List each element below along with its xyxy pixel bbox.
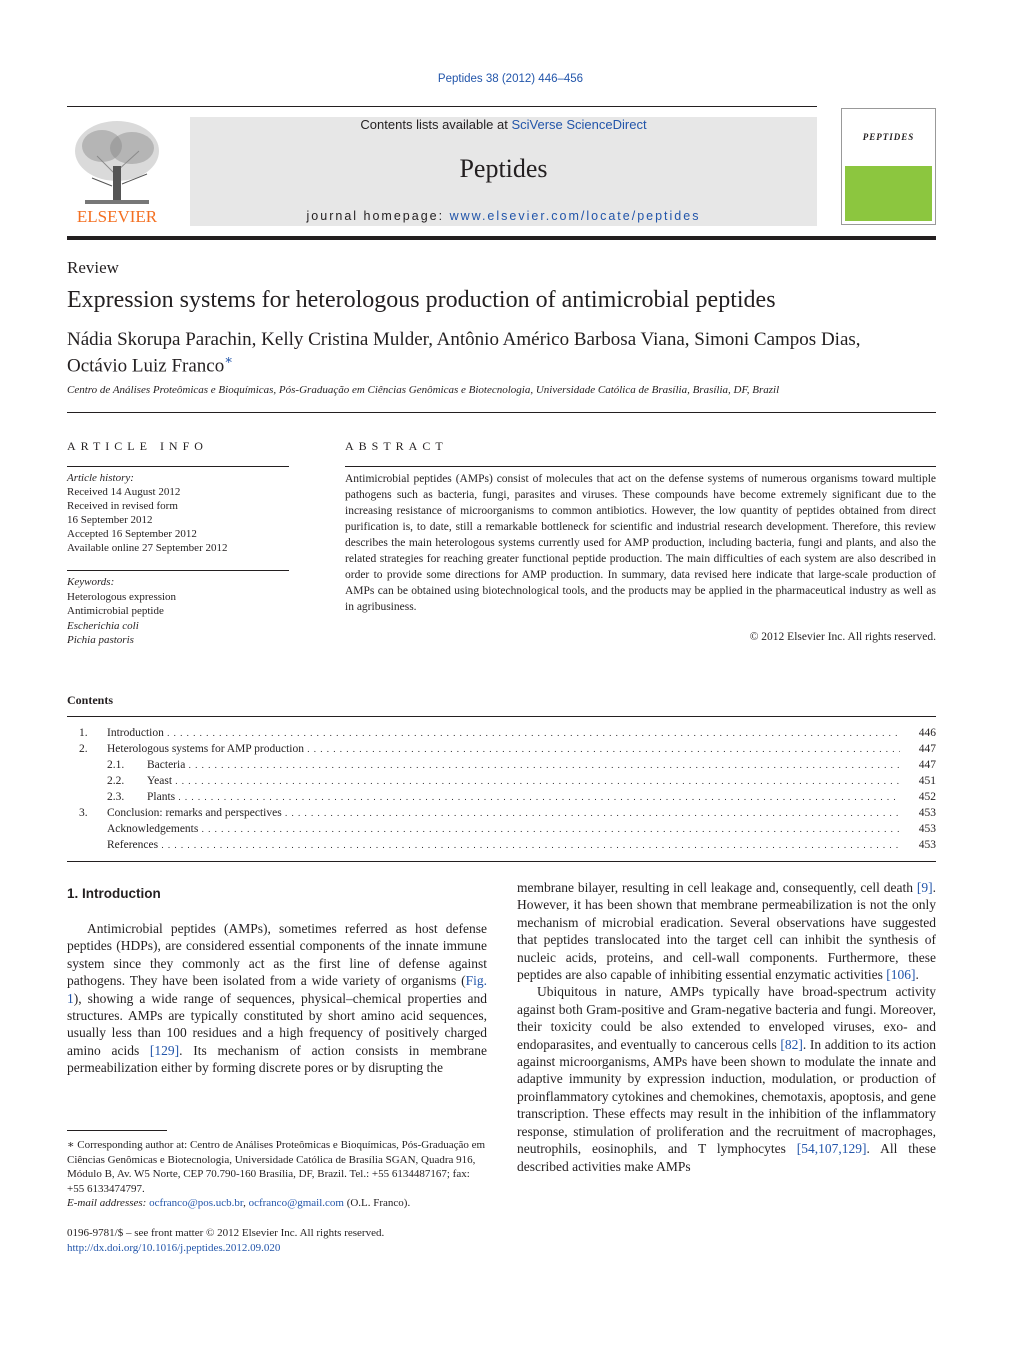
- homepage-prefix: journal homepage:: [306, 209, 450, 223]
- toc-row[interactable]: [67, 773, 936, 789]
- toc-title-link[interactable]: Heterologous systems for AMP production . . .: [107, 741, 900, 757]
- cover-green-block: [845, 166, 932, 221]
- paragraph-text: ), showing a wide range of sequences, physical–chemical properties and structures. AMPs are typically constituted by short amino acid sequences, usually less than 100 residues and a high frequency of positively charged amino acids: [67, 990, 487, 1058]
- corresponding-author-mark[interactable]: ∗: [224, 352, 234, 367]
- abstract-rule: [345, 466, 936, 467]
- toc-number: 2.1.: [107, 759, 125, 771]
- keywords-rule: [67, 570, 289, 571]
- paragraph-text: . However, it has been shown that membrane permeabilization is not the only mechanism of microbial eradication. Several observations have suggested that peptides translocated into the target cell can inhibit the synthesis of nucleic acids, proteins, and cell-wall components. Furthermore, these peptides are also capable of inhibiting essential enzymatic activities: [517, 880, 936, 983]
- paragraph-text: .: [915, 967, 919, 983]
- keyword: Pichia pastoris: [67, 634, 134, 646]
- authors-line-2: [67, 352, 233, 377]
- toc-number: 2.3.: [107, 791, 125, 803]
- journal-cover[interactable]: [841, 108, 936, 225]
- toc-title-link[interactable]: Conclusion: remarks and perspectives . . .: [107, 805, 900, 821]
- paragraph-text: membrane bilayer, resulting in cell leakage and, consequently, cell death: [517, 880, 917, 895]
- paragraph-text: . All these described activities make AMPs: [517, 1141, 936, 1174]
- email-owner: (O.L. Franco).: [343, 1197, 411, 1209]
- contents-bottom-rule: [67, 861, 936, 862]
- paragraph: [517, 983, 936, 1174]
- toc-page-number: 447: [918, 759, 936, 771]
- keywords-label: Keywords:: [67, 576, 115, 588]
- article-info-rule: [67, 466, 289, 467]
- toc-title-link[interactable]: Introduction . . .: [107, 725, 900, 741]
- toc-row[interactable]: [67, 837, 936, 853]
- issn-block: [67, 1226, 384, 1256]
- affiliation: Centro de Análises Proteômicas e Bioquímicas, Pós-Graduação em Ciências Genômicas e Biotecnologia, Universidade Católica de Brasília, Brasília, DF, Brazil: [67, 384, 780, 396]
- article-info-heading: ARTICLE INFO: [67, 439, 208, 453]
- toc-title-link[interactable]: Yeast . . .: [147, 773, 900, 789]
- email-label: E-mail addresses:: [67, 1197, 150, 1209]
- contents-prefix: Contents lists available at: [360, 117, 512, 132]
- corresponding-author-footnote: [67, 1138, 487, 1211]
- history-item: Available online 27 September 2012: [67, 542, 228, 554]
- toc-page-number: 451: [918, 775, 936, 787]
- publisher-wordmark: ELSEVIER: [76, 207, 158, 226]
- email-link[interactable]: ocfranco@pos.ucb.br: [149, 1197, 244, 1209]
- table-of-contents: [67, 725, 936, 853]
- history-item: 16 September 2012: [67, 514, 153, 526]
- header-rule: [67, 106, 817, 107]
- section-heading-introduction: 1. Introduction: [67, 886, 161, 901]
- toc-row[interactable]: [67, 757, 936, 773]
- citation-link[interactable]: [106]: [886, 967, 916, 983]
- toc-number: 1.: [79, 727, 88, 739]
- toc-row[interactable]: [67, 725, 936, 741]
- header-thick-rule: [67, 236, 936, 240]
- toc-page-number: 453: [918, 839, 936, 851]
- abstract-heading: ABSTRACT: [345, 439, 448, 453]
- citation-link[interactable]: [82]: [780, 1036, 803, 1052]
- article-title: Expression systems for heterologous production of antimicrobial peptides: [67, 287, 776, 313]
- footnote-mark: ∗: [67, 1139, 75, 1151]
- history-item: Accepted 16 September 2012: [67, 528, 197, 540]
- contents-availability: [190, 117, 817, 132]
- figure-link[interactable]: Fig. 1: [67, 973, 487, 1006]
- keywords: [67, 575, 176, 648]
- toc-page-number: 452: [918, 791, 936, 803]
- contents-heading: Contents: [67, 693, 114, 707]
- corresponding-author: Octávio Luiz Franco: [67, 355, 225, 377]
- journal-citation[interactable]: Peptides 38 (2012) 446–456: [437, 73, 584, 85]
- abstract-copyright: © 2012 Elsevier Inc. All rights reserved.: [749, 631, 936, 643]
- paragraph-text: . In addition to its action against microorganisms, AMPs have been shown to modulate the innate and adaptive immunity by expression induction, modulation, or production of proinflammatory cytokines and chemokines, chemotaxis, apoptosis, and gene transcription. These effects may result in the inhibition of the inflammatory response, stimulation of proliferation and the recruitment of macrophages, neutrophils, eosinophils, and T lymphocytes: [517, 1036, 937, 1157]
- toc-page-number: 453: [918, 807, 936, 819]
- article-head-rule: [67, 412, 936, 413]
- toc-row[interactable]: [67, 805, 936, 821]
- journal-homepage: [190, 209, 817, 223]
- paragraph: [517, 879, 936, 983]
- footnote-text: Corresponding author at: Centro de Análises Proteômicas e Bioquímicas, Pós-Graduação em Ciências Genômicas e Biotecnologia, Universidade Católica de Brasília SGAN, Quadra 916, Módulo B, Av. W5 Norte, CEP 70.790-160 Brasília, DF, Brazil. Tel.: +55 6134487167; fax: +55 6133474797.: [67, 1139, 486, 1195]
- authors-line-1: Nádia Skorupa Parachin, Kelly Cristina Mulder, Antônio Américo Barbosa Viana, Simoni Campos Dias,: [67, 329, 861, 350]
- toc-number: 2.2.: [107, 775, 125, 787]
- body-column-right: [517, 879, 936, 1175]
- toc-row[interactable]: [67, 741, 936, 757]
- paragraph-text: Antimicrobial peptides (AMPs), sometimes referred as host defense peptides (HDPs), are considered essential components of the innate immune system since they commonly act as the first line of defense against pathogens. They have been isolated from a wide variety of organisms (: [67, 921, 487, 989]
- article-type: Review: [67, 258, 119, 277]
- history-label: Article history:: [67, 472, 134, 484]
- keyword: Heterologous expression: [67, 590, 177, 603]
- paragraph-text: Ubiquitous in nature, AMPs typically have broad-spectrum activity against both Gram-positive and Gram-negative bacteria and fungi. Moreover, their toxicity could be also extended to enveloped viruses, exo- and endoparasites, and eventually to cancerous cells: [517, 984, 936, 1052]
- toc-title-link[interactable]: References . . .: [107, 837, 900, 853]
- keyword: Antimicrobial peptide: [67, 605, 164, 617]
- citation-link[interactable]: [9]: [916, 880, 933, 895]
- keyword: Escherichia coli: [67, 619, 139, 632]
- citation-link[interactable]: [54,107,129]: [796, 1141, 867, 1157]
- toc-page-number: 447: [918, 743, 936, 755]
- issn-line: 0196-9781/$ – see front matter © 2012 Elsevier Inc. All rights reserved.: [67, 1227, 385, 1239]
- toc-title-link[interactable]: Acknowledgements . . .: [107, 821, 900, 837]
- toc-page-number: 453: [918, 823, 936, 835]
- history-item: Received in revised form: [67, 500, 178, 512]
- toc-row[interactable]: [67, 821, 936, 837]
- abstract-text: Antimicrobial peptides (AMPs) consist of molecules that act on the defense systems of numerous organisms toward multiple pathogens such as bacteria, fungi, parasites and viruses. These compounds have become extremely significant due to the increasing resistance of microorganisms to common antibiotics. However, the low quantity of peptides obtained from direct purification is, to date, still a remarkable bottleneck for scientific and industrial research development. Therefore, this review describes the main heterologous systems currently used for AMP production, including bacteria, fungi and plants, and also the related strategies for reaching greater functional peptide production. The main difficulties of each system are also described in order to provide some directions for AMP production. In summary, data revised here indicate that large-scale production of AMPs can be obtained using biotechnological tools, and the products may be applied in the pharmaceutical industry as well as in agribusiness.: [345, 473, 936, 613]
- toc-number: 2.: [79, 743, 88, 755]
- toc-title-link[interactable]: Bacteria . . .: [147, 757, 900, 773]
- toc-title-link[interactable]: Plants . . .: [147, 789, 900, 805]
- body-column-left: [67, 920, 487, 1077]
- email-link[interactable]: ocfranco@gmail.com: [248, 1197, 344, 1209]
- homepage-link[interactable]: www.elsevier.com/locate/peptides: [449, 209, 701, 223]
- toc-number: 3.: [79, 807, 88, 819]
- journal-name: Peptides: [459, 154, 548, 183]
- contents-top-rule: [67, 716, 936, 717]
- sciencedirect-link[interactable]: SciVerse ScienceDirect: [511, 117, 647, 132]
- citation-link[interactable]: [129]: [149, 1042, 180, 1058]
- email-separator: ,: [243, 1197, 249, 1209]
- toc-page-number: 446: [918, 727, 936, 739]
- toc-row[interactable]: [67, 789, 936, 805]
- history-item: Received 14 August 2012: [67, 486, 181, 498]
- cover-title: PEPTIDES: [862, 132, 915, 142]
- footnote-rule: [67, 1130, 167, 1131]
- paragraph-text: . Its mechanism of action consists in membrane permeabilization either by forming discrete pores or by disrupting the: [67, 1042, 487, 1076]
- doi-link[interactable]: http://dx.doi.org/10.1016/j.peptides.2012.09.020: [67, 1242, 281, 1254]
- elsevier-logo: [67, 116, 167, 226]
- article-history: [67, 471, 227, 555]
